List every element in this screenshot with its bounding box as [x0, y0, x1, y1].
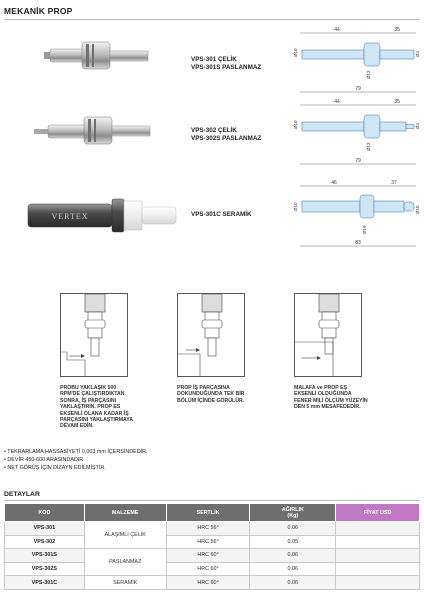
probe-photo-vps-302	[20, 105, 170, 175]
illustration-caption-2: PROP İŞ PARÇASINA DOKUNDUĞUNDA TEK BİR BÖLÜM İÇİNDE GÖRÜLÜR.	[177, 385, 245, 404]
probe-label-vps-302	[191, 127, 261, 143]
illustration-step-3	[294, 293, 362, 377]
cell-malzeme: SERAMİK	[84, 576, 166, 590]
table-row	[5, 562, 420, 576]
probe-row-vps-301	[0, 27, 424, 100]
cell-kod: VPS-302S	[5, 562, 85, 576]
illustration-caption-3: MALAFA ve PROP EŞ EKSENLİ OLDUĞUNDA FENER MİLİ ÖLÇÜM YÜZEYİN DEN 5 mm MESAFEDEDİR.	[294, 385, 368, 411]
cell-fiyat	[336, 549, 420, 563]
notes-list	[4, 448, 148, 472]
illustration-step-1	[60, 293, 128, 377]
diameter-shank: Ø10	[293, 48, 298, 57]
illustration-step-3-drawing	[295, 294, 362, 377]
dimension-total: 83	[355, 240, 361, 246]
cell-agirlik: 0.05	[250, 535, 336, 549]
cell-fiyat	[336, 535, 420, 549]
diameter-body: Ø13	[366, 142, 371, 151]
probe-row-vps-302	[0, 99, 424, 175]
cell-kod: VPS-301C	[5, 576, 85, 590]
probe-label-line2: VPS-302S PASLANMAZ	[191, 135, 262, 142]
cell-fiyat	[336, 576, 420, 590]
cell-kod: VPS-301	[5, 522, 85, 536]
technical-drawing-vps-302	[292, 99, 422, 169]
cell-kod: VPS-302	[5, 535, 85, 549]
diameter-shank: Ø10	[293, 120, 298, 129]
probe-label-line1: VPS-301 ÇELİK	[191, 56, 237, 63]
probe-label-line1: VPS-301C SERAMİK	[191, 211, 252, 218]
probe-photo-vps-301c	[20, 185, 180, 255]
probe-photo-vps-301	[20, 30, 170, 100]
dimension-total: 79	[355, 158, 361, 164]
cell-malzeme: PASLANMAZ	[84, 549, 166, 576]
cell-sertlik: HRC 56°	[166, 522, 250, 536]
probe-label-line2: VPS-301S PASLANMAZ	[191, 64, 262, 71]
dimension-b: 35	[394, 99, 400, 105]
cell-sertlik: HRC 56°	[166, 535, 250, 549]
cell-fiyat	[336, 562, 420, 576]
illustration-caption-1: PROBU YAKLAŞIK 500 RPM'DE ÇALIŞTIRDIKTAN SONRA, İŞ PARÇASINI YAKLAŞTIRIN. PROP ES EKSENLİ OLANA KADAR İŞ PARÇASINI YAKLAŞTIRMAYA DEVAM EDİN.	[60, 385, 133, 430]
brand-engraving: VERTEX	[51, 212, 89, 221]
section-title: MEKANİK PROP	[4, 6, 73, 16]
header-kod: KOD	[5, 504, 85, 522]
diameter-body: Ø13	[366, 70, 371, 79]
cell-fiyat	[336, 522, 420, 536]
table-header-row	[5, 504, 420, 522]
dimension-b: 37	[391, 180, 397, 186]
details-title: DETAYLAR	[4, 491, 40, 498]
cell-kod: VPS-301S	[5, 549, 85, 563]
cell-sertlik: HRC 60°	[166, 562, 250, 576]
cell-agirlik: 0.06	[250, 562, 336, 576]
table-row	[5, 576, 420, 590]
cell-malzeme: ALAŞIMLI ÇELİK	[84, 522, 166, 549]
dimension-a: 44	[334, 27, 340, 33]
note-item: • DEVİR 450-600 ARASINDADIR.	[4, 456, 148, 464]
cell-agirlik: 0.06	[250, 576, 336, 590]
diameter-shank: Ø10	[293, 202, 298, 211]
diameter-tip: Ø10	[415, 205, 420, 214]
diameter-body: Ø19	[362, 225, 367, 234]
details-table	[4, 503, 420, 590]
illustration-step-1-drawing	[61, 294, 128, 377]
dimension-b: 35	[394, 27, 400, 33]
header-agirlik	[250, 504, 336, 522]
header-agirlik-line1: AĞIRLIK	[281, 506, 304, 513]
cell-agirlik: 0.06	[250, 522, 336, 536]
illustration-step-2	[177, 293, 245, 377]
dimension-a: 46	[331, 180, 337, 186]
title-divider	[4, 19, 420, 20]
probe-label-line1: VPS-302 ÇELİK	[191, 127, 237, 134]
header-malzeme: MALZEME	[84, 504, 166, 522]
cell-sertlik: HRC 60°	[166, 576, 250, 590]
note-item: • NET GÖRÜŞ İÇİN DİZAYN EDİLMİŞTİR.	[4, 464, 148, 472]
probe-row-vps-301c	[0, 180, 424, 260]
probe-label-vps-301	[191, 56, 261, 72]
table-row	[5, 549, 420, 563]
header-sertlik: SERTLİK	[166, 504, 250, 522]
dimension-total: 79	[355, 86, 361, 92]
details-divider	[4, 500, 420, 501]
probe-label-vps-301c	[191, 211, 252, 219]
technical-drawing-vps-301c	[292, 180, 422, 252]
technical-drawing-vps-301	[292, 27, 422, 97]
header-agirlik-line2: (Kg)	[287, 512, 299, 519]
dimension-a: 44	[334, 99, 340, 105]
table-row	[5, 535, 420, 549]
diameter-tip: Ø4	[415, 122, 420, 129]
note-item: • TEKRARLAMA HASSASİYETİ 0,003 mm İÇERSİNDEDİR.	[4, 448, 148, 456]
table-row	[5, 522, 420, 536]
header-fiyat: FİYAT USD	[336, 504, 420, 522]
cell-agirlik: 0.06	[250, 549, 336, 563]
illustration-step-2-drawing	[178, 294, 245, 377]
cell-sertlik: HRC 60°	[166, 549, 250, 563]
diameter-tip: Ø4	[415, 50, 420, 57]
